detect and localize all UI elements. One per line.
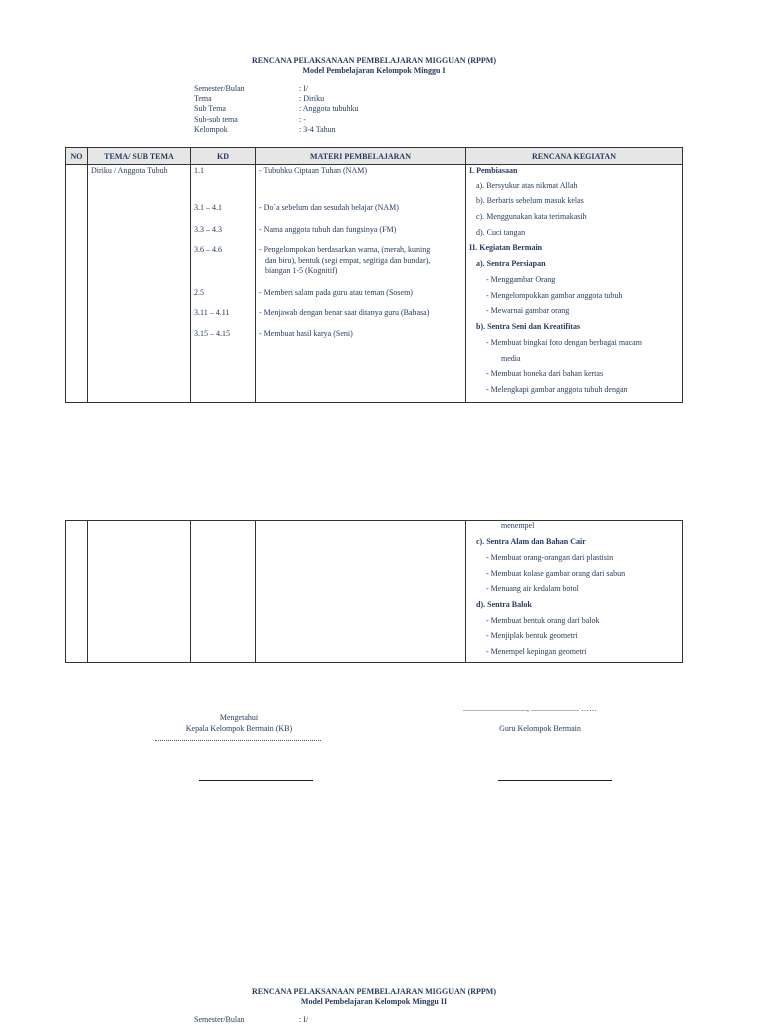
kegiatan-cell — [466, 521, 683, 663]
kd-cell — [191, 165, 256, 403]
kegiatan-heading: II. Kegiatan Bermain — [469, 243, 543, 252]
info-label: Semester/Bulan — [194, 1015, 245, 1024]
info-value: : Anggota tubuhku — [299, 104, 359, 113]
document-subtitle: Model Pembelajaran Kelompok Minggu I — [302, 66, 446, 75]
kegiatan-item: - Menggambar Orang — [486, 275, 556, 284]
table-row — [66, 165, 683, 403]
materi-item: - Membuat hasil karya (Seni) — [259, 329, 353, 338]
kepala-label: Kepala Kelompok Bermain (KB) — [185, 724, 293, 733]
column-header-kegiatan: RENCANA KEGIATAN — [466, 148, 683, 165]
place-date: ................................, ........................ …… — [463, 704, 597, 713]
materi-cell — [256, 521, 466, 663]
kegiatan-item: c). Menggunakan kata terimakasih — [476, 212, 587, 221]
kegiatan-item: - Melengkapi gambar anggota tubuh dengan — [486, 385, 628, 394]
info-label: Tema — [194, 94, 212, 103]
info-value: : I/ — [299, 1015, 309, 1024]
tema-cell — [88, 165, 191, 403]
kegiatan-item: - Membuat bentuk orang dari balok — [486, 616, 600, 625]
kegiatan-subheading: b). Sentra Seni dan Kreatifitas — [476, 322, 581, 331]
kegiatan-item: a). Bersyukur atas nikmat Allah — [476, 181, 578, 190]
document-subtitle-2: Model Pembelajaran Kelompok Minggu II — [300, 997, 448, 1006]
kegiatan-heading: I. Pembiasaan — [469, 166, 518, 175]
kd-item: 3.15 – 4.15 — [194, 329, 230, 338]
column-header-no: NO — [66, 148, 88, 165]
table-row — [66, 521, 683, 663]
kegiatan-item: menempel — [501, 521, 535, 530]
kegiatan-item: - Menuang air kedalam botol — [486, 584, 579, 593]
document-title-2: RENCANA PELAKSANAAN PEMBELAJARAN MIGGUAN (RPPM) — [252, 987, 496, 996]
table-header-row — [66, 148, 683, 165]
info-label: Sub-sub tema — [194, 115, 238, 124]
materi-item: - Menjawab dengan benar saat ditanya guru (Bahasa) — [259, 308, 430, 317]
kegiatan-item: - Membuat kolase gambar orang dari sabun — [486, 569, 626, 578]
no-cell — [66, 521, 88, 663]
kegiatan-subheading: c). Sentra Alam dan Bahan Cair — [476, 537, 586, 546]
kepala-name-dots — [155, 740, 321, 741]
mengetahui-label: Mengetahui — [219, 713, 259, 722]
kegiatan-item: - Mewarnai gambar orang — [486, 306, 570, 315]
document-title: RENCANA PELAKSANAAN PEMBELAJARAN MIGGUAN (RPPM) — [252, 56, 496, 65]
kd-item: 3.6 – 4.6 — [194, 245, 222, 254]
materi-item: - Tubuhku Ciptaan Tuhan (NAM) — [259, 166, 368, 175]
no-cell — [66, 165, 88, 403]
kegiatan-subheading: a). Sentra Persiapan — [476, 259, 546, 268]
tema-text: Diriku / Anggota Tubuh — [91, 166, 168, 175]
kegiatan-item: - Membuat boneka dari bahan kertas — [486, 369, 604, 378]
kepala-signature-line — [199, 780, 313, 781]
column-header-tema: TEMA/ SUB TEMA — [88, 148, 191, 165]
materi-cell — [256, 165, 466, 403]
materi-item: - Pengelompokan berdasarkan warna, (merah, kuning — [259, 245, 431, 254]
info-label: Semester/Bulan — [194, 84, 245, 93]
kd-item: 3.11 – 4.11 — [194, 308, 230, 317]
kegiatan-subheading: d). Sentra Balok — [476, 600, 532, 609]
kegiatan-item: - Menempel kepingan geometri — [486, 647, 587, 656]
kd-item: 3.1 – 4.1 — [194, 203, 222, 212]
column-header-kd: KD — [191, 148, 256, 165]
lesson-plan-table — [65, 147, 683, 403]
kd-item: 3.3 – 4.3 — [194, 225, 222, 234]
info-value: : - — [299, 115, 306, 124]
info-value: : I/ — [299, 84, 309, 93]
kegiatan-item: b). Berbaris sebelum masuk kelas — [476, 196, 584, 205]
materi-item: biangan 1-5 (Kognitif) — [265, 266, 338, 275]
kd-item: 2.5 — [194, 288, 204, 297]
kegiatan-item: - Mengelompokkan gambar anggota tubuh — [486, 291, 623, 300]
materi-item: - Nama anggota tubuh dan fungsinya (FM) — [259, 225, 397, 234]
guru-signature-line — [498, 780, 612, 781]
column-header-materi: MATERI PEMBELAJARAN — [256, 148, 466, 165]
kegiatan-cell — [466, 165, 683, 403]
info-label: Kelompok — [194, 125, 228, 134]
kegiatan-item: d). Cuci tangan — [476, 228, 526, 237]
materi-item: - Do`a sebelum dan sesudah belajar (NAM) — [259, 203, 399, 212]
lesson-plan-table-continued — [65, 520, 683, 663]
kegiatan-item: - Menjiplak bentuk geometri — [486, 631, 578, 640]
kegiatan-item: media — [501, 354, 521, 363]
kd-cell — [191, 521, 256, 663]
materi-item: dan biru), bentuk (segi empat, segitiga dan bundar), — [265, 256, 431, 265]
materi-item: - Memberi salam pada guru atau teman (Sosem) — [259, 288, 413, 297]
info-value: : 3-4 Tahun — [299, 125, 336, 134]
guru-label: Guru Kelompok Bermain — [499, 724, 581, 733]
kegiatan-item: - Membuat orang-orangan dari plastisin — [486, 553, 614, 562]
tema-cell — [88, 521, 191, 663]
info-value: : Diriku — [299, 94, 325, 103]
kd-item: 1.1 — [194, 166, 204, 175]
info-label: Sub Tema — [194, 104, 226, 113]
kegiatan-item: - Membuat bingkai foto dengan berbagai macam — [486, 338, 642, 347]
